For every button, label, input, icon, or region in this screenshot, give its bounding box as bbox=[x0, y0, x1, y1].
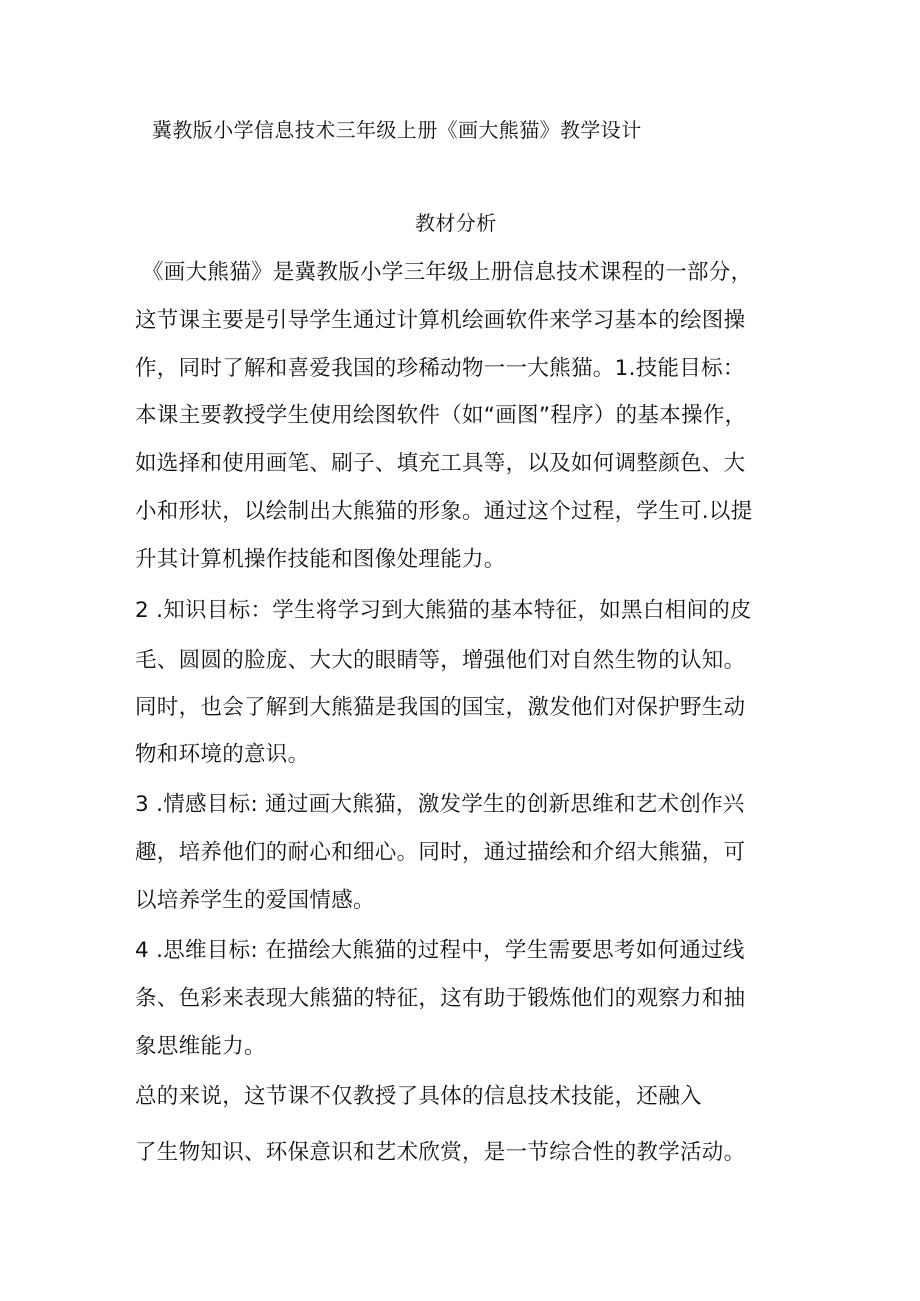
body-line: 了生物知识、环保意识和艺术欣赏，是一节综合性的教学活动。 bbox=[135, 1140, 746, 1165]
body-line: 4 .思维目标: 在描绘大熊猫的过程中，学生需要思考如何通过线 bbox=[135, 938, 745, 963]
body-line: 象思维能力。 bbox=[135, 1034, 266, 1059]
body-line: 以培养学生的爱国情感。 bbox=[135, 888, 375, 913]
body-line: 如选择和使用画笔、刷子、填充工具等，以及如何调整颜色、大 bbox=[135, 451, 746, 476]
body-line: 物和环境的意识。 bbox=[135, 742, 310, 767]
body-line: 小和形状，以绘制出大熊猫的形象。通过这个过程，学生可.以提 bbox=[135, 499, 753, 524]
body-line: 《画大熊猫》是冀教版小学三年级上册信息技术课程的一部分， bbox=[142, 260, 753, 285]
section-heading: 教材分析 bbox=[415, 211, 497, 235]
body-line: 本课主要教授学生使用绘图软件（如“画图”程序）的基本操作， bbox=[135, 403, 747, 428]
body-line: 总的来说，这节课不仅教授了具体的信息技术技能，还融入 bbox=[135, 1084, 702, 1109]
body-line: 作，同时了解和喜爱我国的珍稀动物一一大熊猫。1.技能目标： bbox=[135, 356, 745, 381]
document-title: 冀教版小学信息技术三年级上册《画大熊猫》教学设计 bbox=[152, 118, 642, 142]
body-line: 趣，培养他们的耐心和细心。同时，通过描绘和介绍大熊猫，可 bbox=[135, 840, 746, 865]
body-line: 升其计算机操作技能和图像处理能力。 bbox=[135, 547, 506, 572]
body-line: 2 .知识目标：学生将学习到大熊猫的基本特征，如黑白相间的皮 bbox=[135, 598, 752, 623]
body-line: 3 .情感目标: 通过画大熊猫，激发学生的创新思维和艺术创作兴 bbox=[135, 792, 745, 817]
body-line: 同时，也会了解到大熊猫是我国的国宝，激发他们对保护野生动 bbox=[135, 695, 746, 720]
body-line: 这节课主要是引导学生通过计算机绘画软件来学习基本的绘图操 bbox=[135, 308, 746, 333]
body-line: 条、色彩来表现大熊猫的特征，这有助于锻炼他们的观察力和抽 bbox=[135, 986, 746, 1011]
body-line: 毛、圆圆的脸庞、大大的眼睛等，增强他们对自然生物的认知。 bbox=[135, 648, 746, 673]
